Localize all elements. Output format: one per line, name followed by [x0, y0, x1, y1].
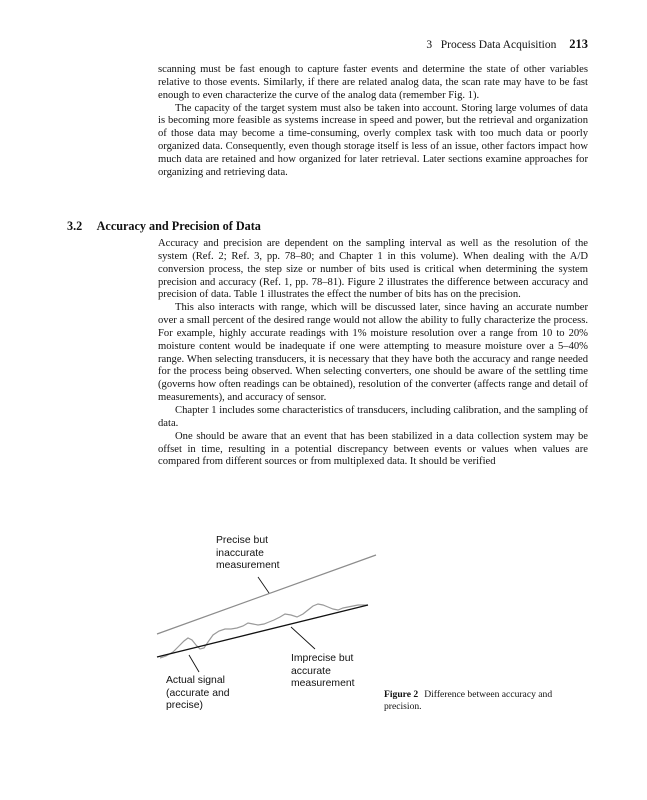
section-heading	[67, 219, 261, 234]
header-chapter-title: Process Data Acquisition	[440, 39, 557, 51]
figure-2-caption	[384, 689, 589, 713]
section-paragraph-2: This also interacts with range, which will be discussed later, since having an accurate number over a small percent of the desired range would not allow the ability to fully characterize the process. For example, highly accurate readings with 1% moisture resolution over a range from 10 to 20% moisture content would be inadequate if one were attempting to measure moisture over a 5–40% range. When selecting transducers, it is necessary that they have both the accuracy and range needed for the process being observed. When selecting converters, one should be aware of the settling time (governs how often readings can be obtained), resolution of the converter (affects range and detail of measurements), and accuracy of sensor.	[158, 302, 588, 404]
pointer-precise	[258, 577, 269, 593]
section-paragraph-1: Accuracy and precision are dependent on the sampling interval as well as the resolution of the system (Ref. 2; Ref. 3, pp. 78–80; and Chapter 1 in this volume). When dealing with the A/D conversion process, the step size or number of bits used is critical when determining the system precision and accuracy (Ref. 1, pp. 78–81). Figure 2 illustrates the difference between accuracy and precision of data. Table 1 illustrates the effect the number of bits has on the precision.	[158, 238, 588, 301]
caption-label: Figure 2	[384, 689, 419, 700]
header-chapter-number: 3	[426, 39, 433, 51]
header-page-number: 213	[569, 37, 588, 51]
running-header	[426, 37, 588, 52]
intro-paragraph-1: scanning must be fast enough to capture faster events and determine the state of other variables relative to those events. Similarly, if there are related analog data, the scan rate may have to be fast enough to even characterize the curve of the analog data (remember Fig. 1).	[158, 64, 588, 101]
accurate-imprecise-line	[157, 605, 368, 657]
intro-paragraph-2: The capacity of the target system must also be taken into account. Storing large volumes of data is becoming more feasible as systems increase in speed and power, but the retrieval and organization of those data may become a time-consuming, overly complex task with too much data or poorly organized data. Consequently, even though storage itself is less of an issue, other factors impact how much data are retained and how organized for later retrieval. Later sections examine approaches for organizing and retrieving data.	[158, 102, 588, 178]
intro-text-block	[158, 64, 588, 180]
caption-text: Difference between accuracy and precision.	[384, 689, 553, 712]
label-actual-signal: Actual signal (accurate and precise)	[166, 675, 230, 711]
section-paragraph-3: Chapter 1 includes some characteristics of transducers, including calibration, and the sampling of data.	[158, 404, 588, 429]
label-imprecise-accurate: Imprecise but accurate measurement	[291, 653, 355, 689]
figure-2	[148, 525, 378, 720]
pointer-actual	[189, 655, 199, 672]
section-paragraph-4: One should be aware that an event that has been stabilized in a data collection system may be offset in time, resulting in a potential discrepancy between events or values when values are compared from different sources or from multiplexed data. It should be verified	[158, 430, 588, 468]
pointer-imprecise	[291, 627, 315, 649]
section-number: 3.2	[67, 219, 83, 233]
section-text-block	[158, 238, 588, 469]
section-title: Accuracy and Precision of Data	[96, 219, 261, 233]
label-precise-inaccurate: Precise but inaccurate measurement	[216, 535, 280, 571]
